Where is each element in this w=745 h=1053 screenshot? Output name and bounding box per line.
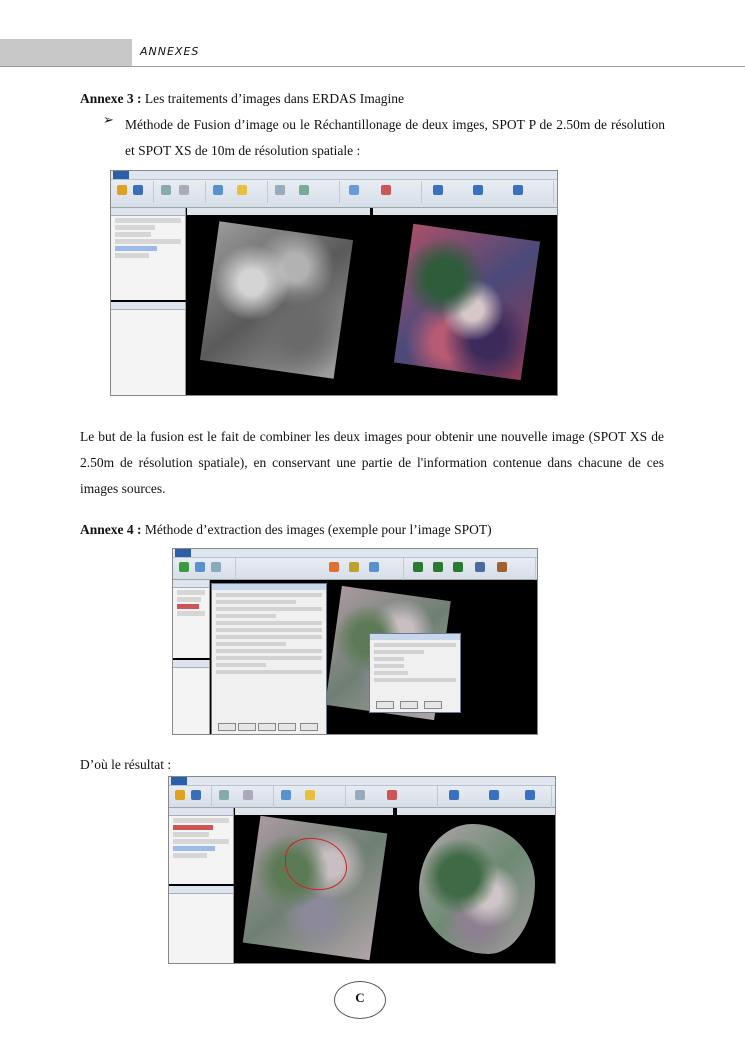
contents-panel (169, 808, 234, 884)
annex4-heading (80, 517, 492, 543)
file-tab (175, 549, 191, 557)
ok-button[interactable] (218, 723, 236, 731)
spot-pan-image (200, 221, 353, 378)
screenshot-extraction (172, 548, 538, 735)
batch-button[interactable] (238, 723, 256, 731)
retriever-panel (169, 886, 234, 963)
contents-panel (111, 208, 186, 300)
subset-dialog (211, 583, 327, 735)
view-clipped (397, 808, 555, 963)
help-button[interactable] (300, 723, 318, 731)
view-multispectral (373, 208, 557, 395)
cancel-button[interactable] (278, 723, 296, 731)
fusion-paragraph: Le but de la fusion est le fait de combiner les deux images pour obtenir une nouvelle image (SPOT XS de 2.50m de résolution spatiale), en conservant une partie de l'information contenue dans chacune de ces images sources. (80, 429, 664, 496)
view-panchromatic (187, 208, 370, 395)
annex3-title: Les traitements d’images dans ERDAS Imagine (141, 91, 404, 106)
header-rule (0, 66, 745, 67)
header-title: ANNEXES (140, 45, 200, 58)
view-subset-frame (235, 808, 393, 963)
contents-panel (173, 580, 210, 658)
erdas-ribbon (111, 171, 557, 208)
aoi-help-button[interactable] (424, 701, 442, 709)
erdas-ribbon (173, 549, 537, 580)
bullet-arrow-icon: ➢ (103, 112, 114, 127)
clipped-image (419, 824, 535, 954)
file-tab (171, 777, 187, 785)
annex3-heading (80, 86, 404, 112)
screenshot-fusion (110, 170, 558, 396)
file-tab (113, 171, 129, 179)
retriever-panel (173, 660, 210, 734)
annex3-label: Annexe 3 : (80, 91, 142, 106)
header-bar (0, 39, 132, 66)
page-number: C (355, 990, 365, 1005)
annex3-bullet-text: Méthode de Fusion d’image ou le Réchantillonage de deux imges, SPOT P de 2.50m de résolution et SPOT XS de 10m de résolution spatiale : (125, 117, 665, 158)
result-label: D’où le résultat : (80, 757, 172, 772)
aoi-button[interactable] (258, 723, 276, 731)
retriever-panel (111, 302, 186, 395)
aoi-cancel-button[interactable] (400, 701, 418, 709)
spot-xs-image (394, 224, 540, 380)
aoi-ok-button[interactable] (376, 701, 394, 709)
screenshot-result (168, 776, 556, 964)
erdas-ribbon (169, 777, 555, 808)
annex4-label: Annexe 4 : (80, 522, 142, 537)
annex4-title: Méthode d’extraction des images (exemple pour l’image SPOT) (141, 522, 492, 537)
choose-aoi-dialog (369, 633, 461, 713)
